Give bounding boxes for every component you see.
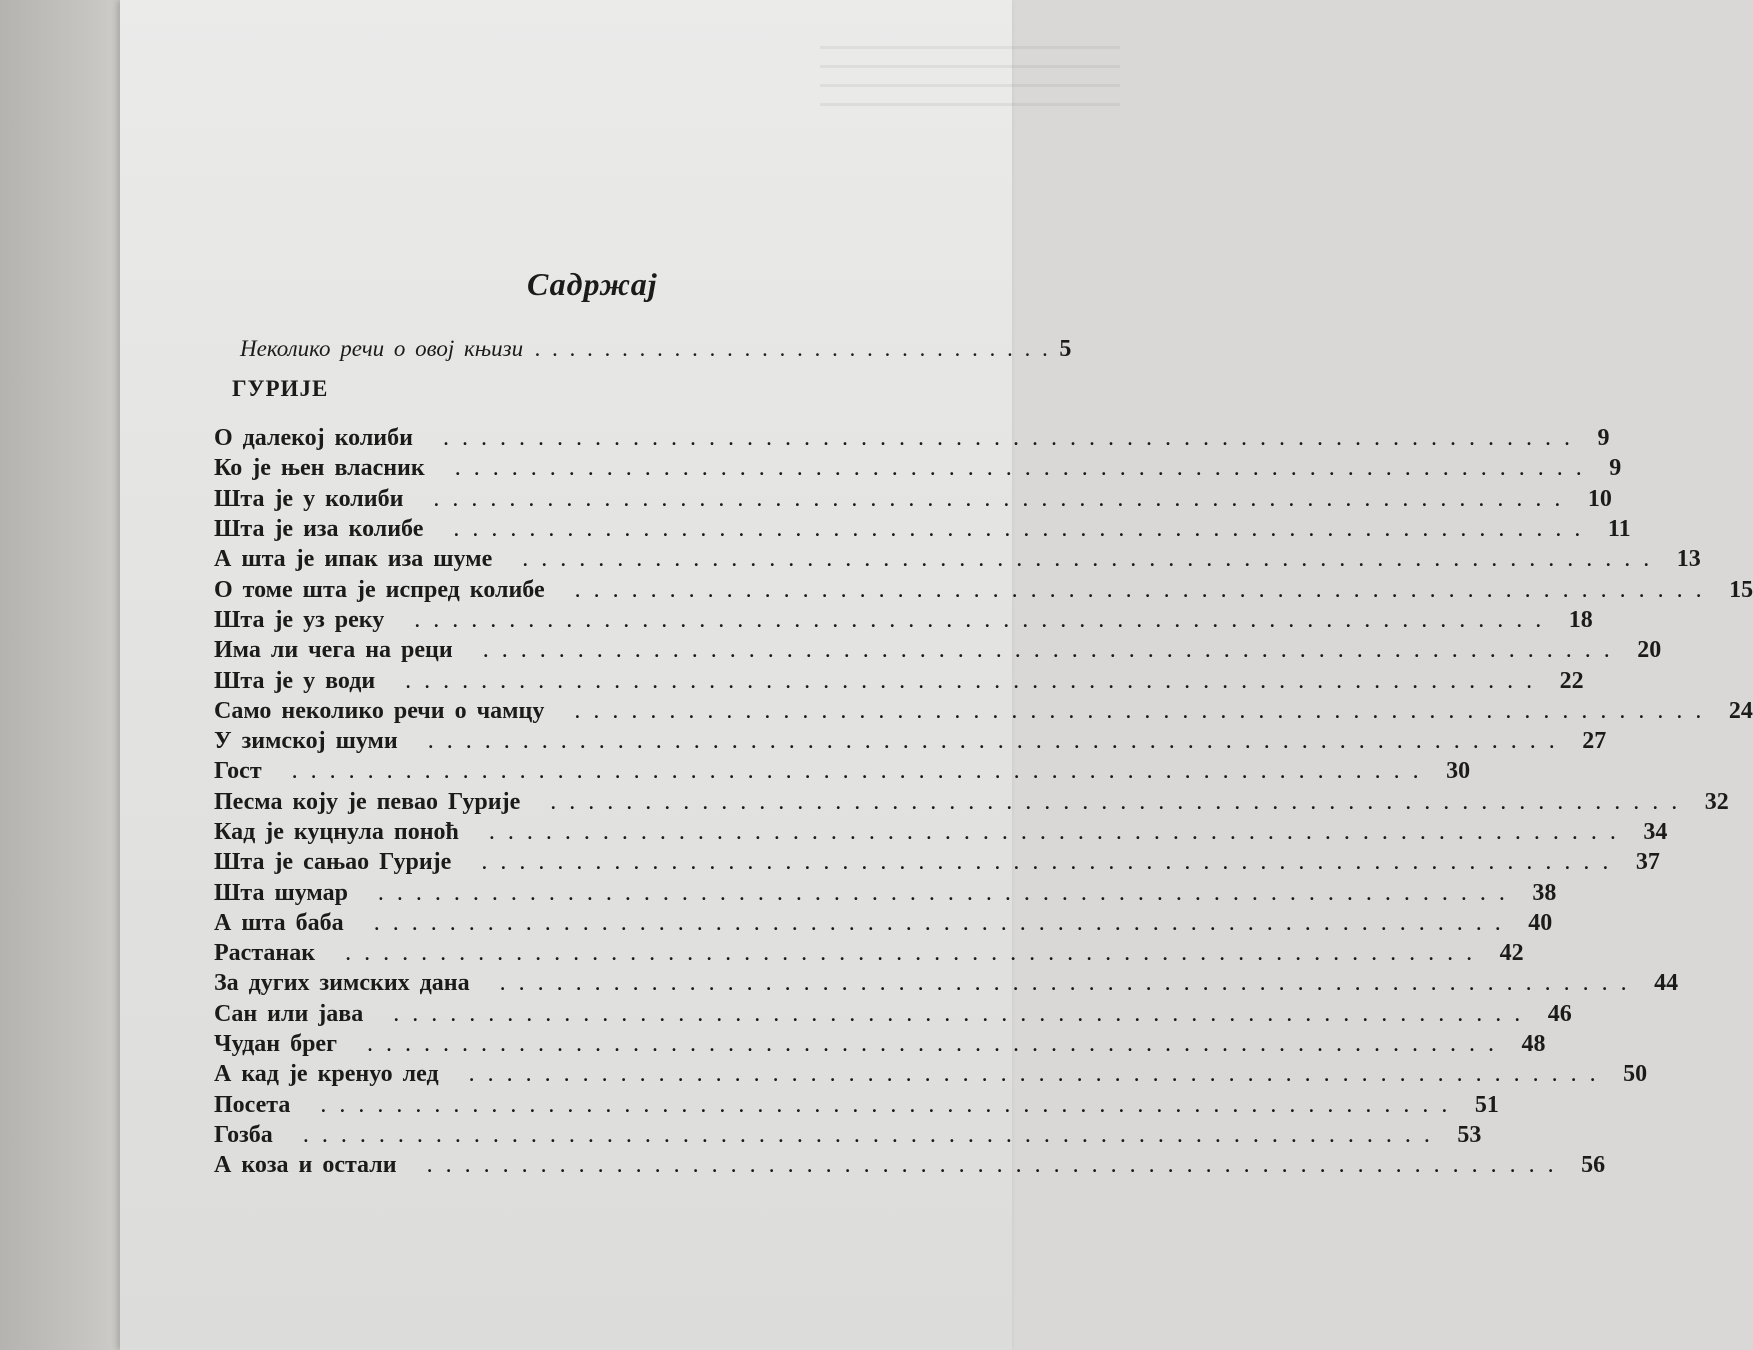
toc-entry-title: Само неколико речи о чамцу — [214, 697, 545, 724]
toc-entry-title: За дугих зимских дана — [214, 970, 470, 997]
toc-entry — [214, 847, 1660, 877]
toc-entry-page: 50 — [1623, 1061, 1648, 1088]
leader-dots: . . . . . . . . . . . . . . . . . . . . . . . . . . . . . . . . . . . . . . . . . . . . . . . . . . . . . . . . . . . . — [377, 879, 1509, 906]
toc-entry — [214, 635, 1662, 665]
toc-entry-page: 56 — [1581, 1152, 1606, 1179]
toc-entry-title: О далекој колиби — [214, 425, 413, 452]
leader-dots: . . . . . . . . . . . . . . . . . . . . . . . . . . . . . . . . . . . . . . . . . . . . . . . . . . . . . . . . . . . . — [574, 576, 1706, 603]
toc-entry-page: 13 — [1676, 546, 1701, 573]
toc-entry — [214, 1090, 1499, 1120]
leader-dots: . . . . . . . . . . . . . . . . . . . . . . . . . . . . . . . . . . . . . . . . . . . . . . . . . . . . . . . . . . . . — [291, 758, 1423, 785]
leader-dots: . . . . . . . . . . . . . . . . . . . . . . . . . . . . . . . . . . . . . . . . . . . . . . . . . . . . . . . . . . . . — [405, 667, 1536, 694]
toc-entry-page: 22 — [1559, 667, 1584, 694]
leader-dots: . . . . . . . . . . . . . . . . . . . . . . . . . . . . . . . . . . . . . . . . . . . . . . . . . . . . . . . . . . . . — [550, 788, 1681, 815]
leader-dots: . . . . . . . . . . . . . . . . . . . . . . . . . . . . . . . . . . . . . . . . . . . . . . . . . . . . . . . . . . . . — [574, 697, 1705, 724]
leader-dots: . . . . . . . . . . . . . . . . . . . . . . . . . . . . . . . . . . . . . . . . . . . . . . . . . . . . . . . . . . . . — [522, 546, 1653, 573]
toc-entry-title: Растанак — [214, 940, 316, 967]
leader-dots: . . . . . . . . . . . . . . . . . . . . . . . . . . . . . . . . . . . . . . . . . . . . . . . . . . . . . . . . . . . . — [433, 485, 1564, 512]
toc-entry-page: 18 — [1568, 606, 1593, 633]
toc-entry — [214, 787, 1729, 817]
toc-entry — [214, 938, 1524, 968]
toc-entry — [214, 999, 1572, 1029]
leader-dots: . . . . . . . . . . . . . . . . . . . . . . . . . . . . . . . . . . . . . . . . . . . . . . . . . . . . . . . . . . . . — [427, 728, 1559, 755]
toc-entry-page: 53 — [1457, 1121, 1482, 1148]
toc-entry-page: 20 — [1637, 637, 1662, 664]
toc-entry-title: Шта је уз реку — [214, 606, 385, 633]
toc-entry-title: Гозба — [214, 1121, 273, 1148]
section-title: ГУРИЈЕ — [232, 376, 329, 401]
toc-entry — [214, 1120, 1482, 1150]
toc-entry — [214, 817, 1668, 847]
toc-entry — [214, 665, 1584, 695]
toc-entry-page: 11 — [1607, 516, 1631, 543]
toc-intro-page: 5 — [1059, 336, 1072, 362]
toc-entry-page: 42 — [1499, 940, 1524, 967]
toc-entry — [214, 877, 1557, 907]
leader-dots: . . . . . . . . . . . . . . . . . . . . . . . . . . . . . . . . . . . . . . . . . . . . . . . . . . . . . . . . . . . . — [393, 1000, 1524, 1027]
toc-entry-page: 40 — [1528, 909, 1553, 936]
toc-entry — [214, 726, 1607, 756]
toc-entry — [214, 968, 1679, 998]
toc-entry-title: Има ли чега на реци — [214, 637, 453, 664]
leader-dots: . . . . . . . . . . . . . . . . . . . . . . . . . . . . . . . . . . . . . . . . . . . . . . . . . . . . . . . . . . . . — [442, 425, 1574, 452]
toc-intro-entry — [240, 336, 1072, 376]
toc-entry — [214, 1150, 1606, 1180]
toc-entry-title: У зимској шуми — [214, 728, 398, 755]
toc-entry-title: Шта је сањао Гурије — [214, 849, 452, 876]
toc-entry — [214, 484, 1612, 514]
toc-entry — [214, 453, 1622, 483]
toc-entry-title: Шта је иза колибе — [214, 516, 424, 543]
toc-entry-page: 37 — [1635, 849, 1660, 876]
toc-entry-page: 9 — [1597, 425, 1610, 452]
toc-entry-page: 10 — [1587, 485, 1612, 512]
leader-dots: . . . . . . . . . . . . . . . . . . . . . . . . . . . . . . . . . . . . . . . . . . . . . . . . . . . . . . . . . . . . — [481, 849, 1612, 876]
leader-dots: . . . . . . . . . . . . . . . . . . . . . . . . . . . . . . . . . . . . . . . . . . . . . . . . . . . . . . . . . . . . — [499, 970, 1631, 997]
leader-dots: . . . . . . . . . . . . . . . . . . . . . . . . . . . . . . . . . . . . . . . . . . . . . . . . . . . . . . . . . . . . — [366, 1031, 1498, 1058]
toc-entry-page: 30 — [1446, 758, 1471, 785]
leader-dots: . . . . . . . . . . . . . . . . . . . . . . . . . . . . . . . . . . . . . . . . . . . . . . . . . . . . . . . . . . . . — [488, 819, 1620, 845]
leader-dots: . . . . . . . . . . . . . . . . . . . . . . . . . . . . . . . . . . . . . . . . . . . . . . . . . . . . . . . . . . . . — [414, 606, 1545, 633]
toc-entry — [214, 1059, 1648, 1089]
toc-entry — [214, 544, 1701, 574]
page-heading: Садржај — [527, 266, 658, 302]
leader-dots: . . . . . . . . . . . . . . . . . . . . . . . . . . . . . . . . . . . . . . . . . . . . . . . . . . . . . . . . . . . . — [453, 516, 1584, 543]
toc-entry-page: 48 — [1521, 1031, 1546, 1058]
toc-entry-page: 24 — [1728, 697, 1753, 724]
leader-dots: . . . . . . . . . . . . . . . . . . . . . . . . . . . . . . . . . . . . . . . . . . . . . . . . . . . . . . . . . . . . — [468, 1061, 1600, 1088]
leader-dots: . . . . . . . . . . . . . . . . . . . . . . . . . . . . . . . . . . . . . . . . . . . . . . . . . . . . . . . . . . . . — [320, 1091, 1451, 1118]
toc-entry-title: Песма коју је певао Гурије — [214, 788, 521, 815]
toc-entry-page: 34 — [1643, 819, 1668, 845]
toc-entry-title: А кад је кренуо лед — [214, 1061, 439, 1088]
toc-entry-title: А коза и остали — [214, 1152, 397, 1179]
toc-entry-page: 51 — [1474, 1091, 1499, 1118]
toc-entry-title: Чудан брег — [214, 1031, 337, 1058]
toc-entry-title: Посета — [214, 1091, 291, 1118]
toc-entry-title: Ко је њен власник — [214, 455, 425, 482]
toc-entry-title: О томе шта је испред колибе — [214, 576, 545, 603]
toc-entry — [214, 423, 1610, 453]
leader-dots: . . . . . . . . . . . . . . . . . . . . . . . . . . . . . . . . . . . . . . . . . . . . . . . . . . . . . . . . . . . . — [482, 637, 1614, 664]
toc-entry-page: 9 — [1609, 455, 1622, 482]
toc-entry-page: 38 — [1532, 879, 1557, 906]
leader-dots: . . . . . . . . . . . . . . . . . . . . . . . . . . . . . . . . . . . . . . . . . . . . . . . . . . . . . . . . . . . . — [345, 940, 1476, 967]
toc-entry-page: 46 — [1547, 1000, 1572, 1027]
toc-intro-title: Неколико речи о овој књизи — [240, 336, 524, 361]
leader-dots: . . . . . . . . . . . . . . . . . . . . . . . . . . . . . . . . . . . . . . . . . . . . . . . . . . . . . . . . . . . . — [373, 909, 1505, 936]
toc-entry-page: 44 — [1654, 970, 1679, 997]
toc-entry-title: Кад је куцнула поноћ — [214, 819, 459, 845]
toc-entry — [214, 605, 1593, 635]
leader-dots: . . . . . . . . . . . . . . . . . . . . . . . . . . . . . . . . . . . . . . . . . . . . . . . . . . . . . . . . . . . . — [302, 1121, 1434, 1148]
toc-entry — [214, 908, 1553, 938]
toc-entry — [214, 756, 1471, 786]
toc-entry — [214, 696, 1753, 726]
leader-dots: . . . . . . . . . . . . . . . . . . . . . . . . . . . . . . . . . . . . . . . . . . . . . . . . . . . . . . . . . . . . — [426, 1152, 1558, 1179]
leader-dots: . . . . . . . . . . . . . . . . . . . . . . . . . . . . . . — [535, 336, 1052, 361]
toc-entry-page: 32 — [1704, 788, 1729, 815]
toc-entry-title: Гост — [214, 758, 262, 785]
toc-entry — [214, 514, 1631, 544]
toc-list — [214, 423, 1753, 1180]
leader-dots: . . . . . . . . . . . . . . . . . . . . . . . . . . . . . . . . . . . . . . . . . . . . . . . . . . . . . . . . . . . . — [454, 455, 1586, 482]
show-through-text — [820, 30, 1120, 150]
toc-entry-title: А шта је ипак иза шуме — [214, 546, 493, 573]
toc-entry-page: 27 — [1582, 728, 1607, 755]
toc-entry-title: А шта баба — [214, 909, 344, 936]
toc-entry — [214, 574, 1753, 604]
toc-entry — [214, 1029, 1546, 1059]
toc-entry-page: 15 — [1729, 576, 1753, 603]
toc-entry-title: Сан или јава — [214, 1000, 364, 1027]
toc-entry-title: Шта је у колиби — [214, 485, 404, 512]
toc-entry-title: Шта шумар — [214, 879, 348, 906]
toc-entry-title: Шта је у води — [214, 667, 376, 694]
